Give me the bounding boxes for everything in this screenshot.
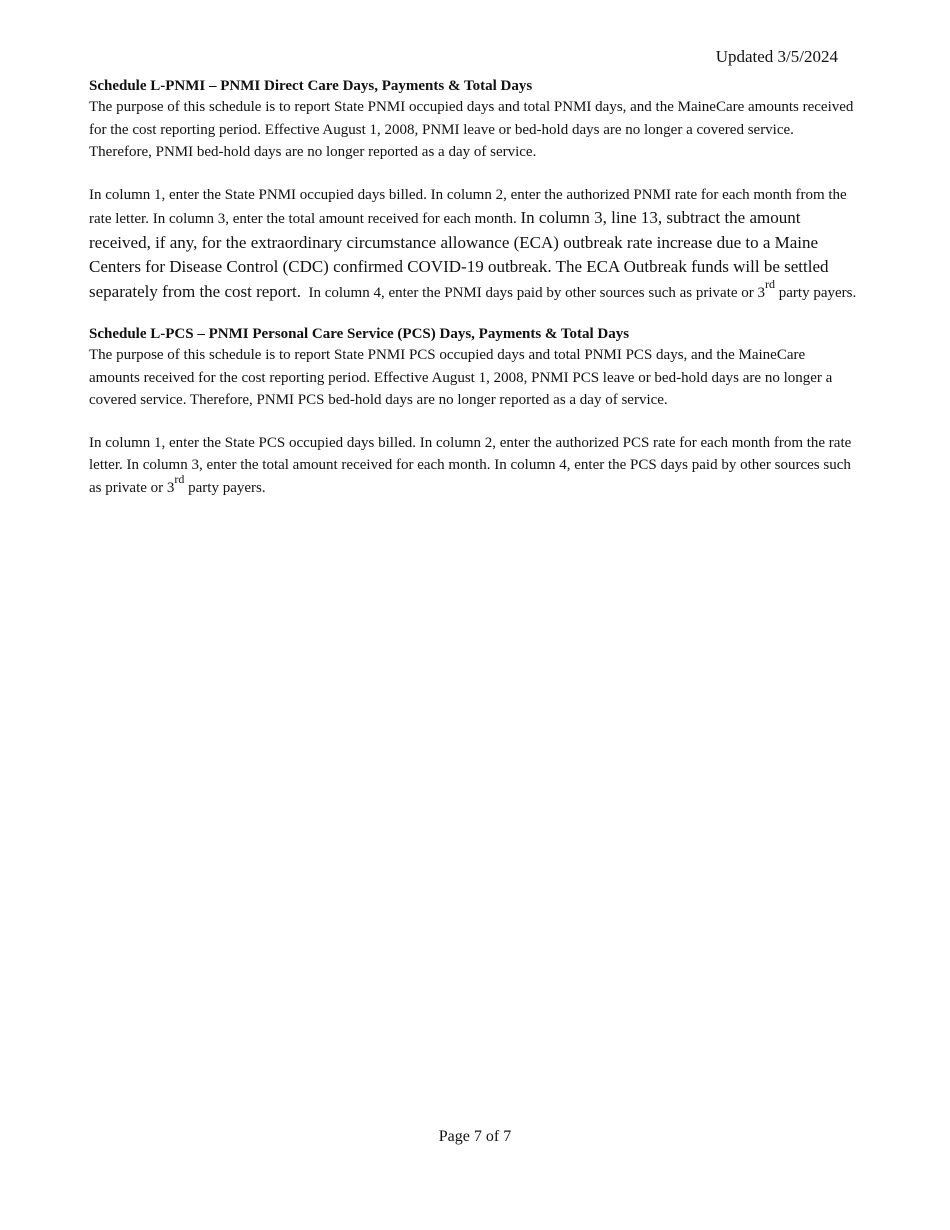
instructions-text: In column 1, enter the State PNMI occupied days billed. In column 2, enter the authorized PNMI rate for each month from the rate letter. In column 3, enter the total amount received for each month. [89,186,847,227]
section-instructions [89,432,857,500]
ordinal-suffix: rd [765,276,776,291]
section-schedule-l-pnmi [89,76,857,304]
eca-instructions-text: In column 3, line 13, subtract the amount received, if any, for the extraordinary circumstance allowance (ECA) outbreak rate increase due to a Maine Centers for Disease Control (CDC) confirmed COVID-19 outbreak. The ECA Outbreak funds will be settled separately from the cost report. [89,208,829,301]
section-heading: Schedule L-PNMI – PNMI Direct Care Days, Payments & Total Days [89,78,533,94]
section-schedule-l-pcs [89,324,857,499]
instructions-text: party payers. [778,284,857,301]
instructions-text: party payers. [188,479,266,496]
section-purpose: The purpose of this schedule is to report State PNMI occupied days and total PNMI days, and the MaineCare amounts received for the cost reporting period. Effective August 1, 2008, PNMI leave or bed-hold days are no longer a covered service. Therefore, PNMI bed-hold days are no longer reported as a day of service. [89,99,854,160]
section-instructions [89,184,857,305]
page-number: Page 7 of 7 [438,1128,512,1145]
document-body [89,76,857,499]
instructions-text: In column 1, enter the State PCS occupied days billed. In column 2, enter the authorized PCS rate for each month from the rate letter. In column 3, enter the total amount received for each month. In column 4, enter the PCS days paid by other sources such as private or 3 [89,434,852,496]
section-purpose: The purpose of this schedule is to report State PNMI PCS occupied days and total PNMI PCS days, and the MaineCare amounts received for the cost reporting period. Effective August 1, 2008, PNMI PCS leave or bed-hold days are no longer a covered service. Therefore, PNMI PCS bed-hold days are no longer reported as a day of service. [89,347,833,408]
ordinal-suffix: rd [174,471,185,486]
section-heading: Schedule L-PCS – PNMI Personal Care Service (PCS) Days, Payments & Total Days [89,326,630,342]
instructions-text: In column 4, enter the PNMI days paid by other sources such as private or 3 [308,284,766,301]
updated-date: Updated 3/5/2024 [715,47,838,66]
